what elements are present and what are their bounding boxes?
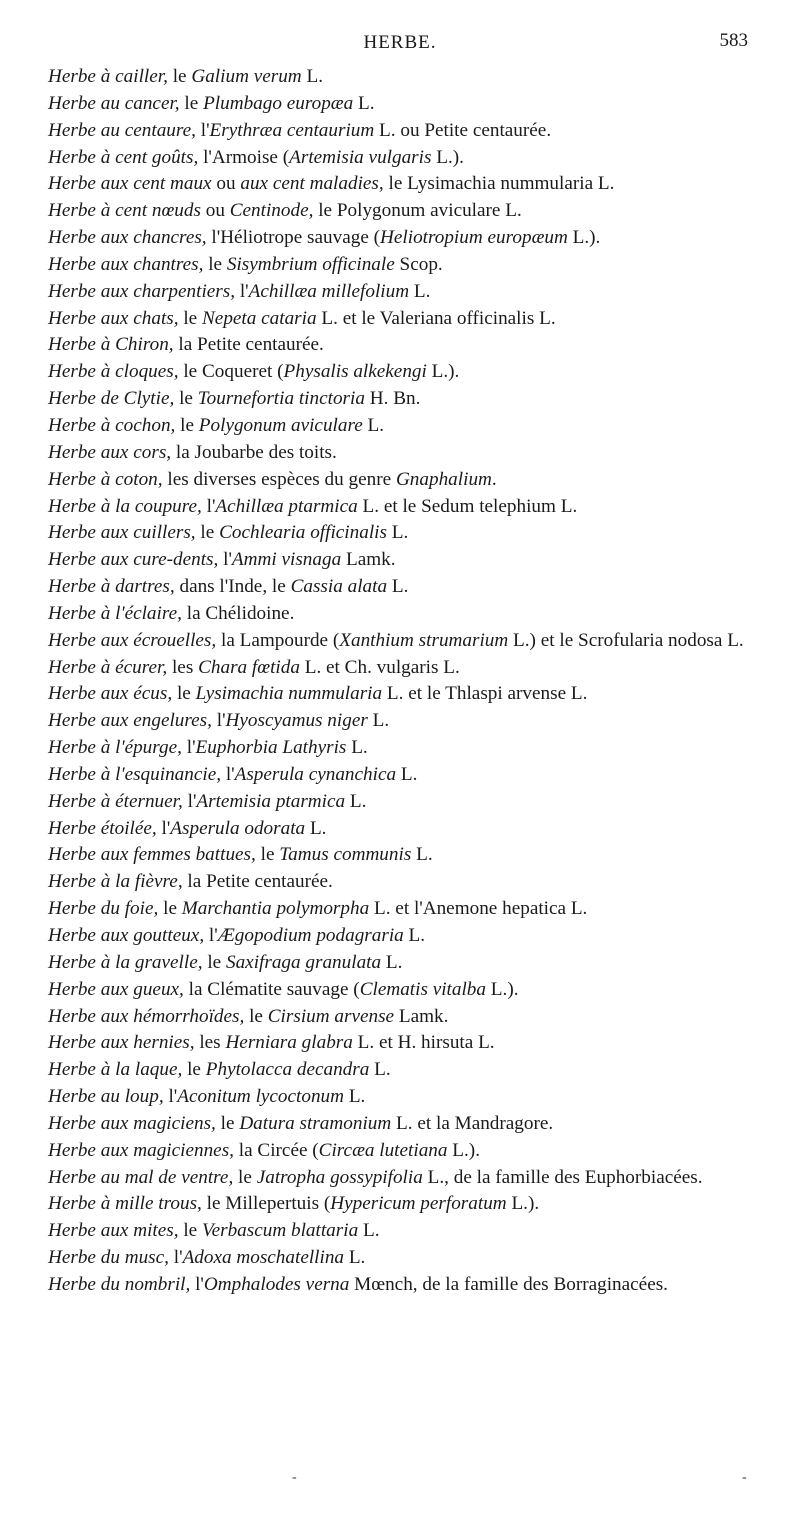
glossary-entries [30, 64, 770, 1299]
glossary-entry [30, 494, 770, 521]
entry-text: les [194, 1032, 226, 1054]
glossary-entry [30, 1004, 770, 1031]
entry-text: la Petite centaurée. [173, 334, 324, 356]
entry-tail: L. [367, 710, 390, 732]
entry-term: Herbe aux magiciennes, [48, 1139, 234, 1161]
entry-text: ou [211, 173, 241, 195]
entry-term: Herbe à la fièvre, [48, 871, 183, 893]
entry-text: le [233, 1166, 257, 1188]
entry-text: l' [182, 790, 197, 812]
entry-latin-name: Jatropha gossypifolia [256, 1166, 423, 1188]
entry-text: le [172, 683, 196, 705]
entry-text: le Millepertuis ( [201, 1193, 331, 1215]
glossary-entry [30, 1218, 770, 1245]
glossary-entry [30, 816, 770, 843]
entry-latin-name: Saxifraga granulata [225, 951, 382, 973]
entry-latin-name: Herniara glabra [225, 1032, 353, 1054]
glossary-entry [30, 279, 770, 306]
entry-term: Herbe à coton, [48, 468, 163, 490]
entry-term: Herbe au cancer, [48, 92, 180, 114]
entry-latin-name: Asperula cynanchica [234, 763, 397, 785]
entry-text: la Petite centaurée. [182, 871, 333, 893]
entry-term: Herbe à dartres, [48, 576, 175, 598]
entry-tail: L. [369, 1059, 391, 1081]
entry-tail: L. [396, 763, 418, 785]
entry-latin-name: Ammi visnaga [231, 549, 342, 571]
entry-text: ou [200, 200, 230, 222]
entry-term: Herbe à Chiron, [48, 334, 174, 356]
glossary-entry [30, 735, 770, 762]
entry-tail: L. [353, 92, 375, 114]
entry-term: Herbe aux chantres, [48, 253, 204, 275]
entry-latin-name: Tournefortia tinctoria [197, 388, 365, 410]
glossary-entry [30, 869, 770, 896]
entry-text: le [175, 414, 199, 436]
entry-tail: le Lysimachia nummularia L. [383, 173, 615, 195]
entry-tail: L.). [447, 1139, 480, 1161]
entry-latin-name: Gnaphalium [395, 468, 492, 490]
entry-term: Herbe à l'épurge, [48, 737, 182, 759]
entry-text: l' [235, 280, 249, 302]
entry-tail: L. [411, 844, 433, 866]
entry-term: Herbe à cent nœuds [48, 200, 201, 222]
entry-tail: L.). [567, 227, 601, 249]
entry-tail: L. et le Valeriana officinalis L. [316, 307, 556, 329]
entry-latin-name: Galium verum [191, 66, 302, 87]
entry-term: Herbe aux hernies, [48, 1032, 195, 1054]
entry-term: Herbe aux goutteux, [48, 925, 205, 946]
entry-term: Herbe aux magiciens, [48, 1112, 216, 1134]
entry-tail: L. et Ch. vulgaris L. [299, 656, 460, 678]
entry-latin-name: Cassia alata [290, 576, 388, 598]
entry-text: le [182, 1059, 206, 1081]
entry-term: Herbe étoilée, [48, 817, 157, 839]
entry-tail: Mœnch, de la famille des Borraginacées. [349, 1273, 668, 1295]
entry-term: Herbe au loup, [48, 1086, 164, 1108]
entry-tail: L. [358, 1220, 380, 1242]
entry-tail: L.). [506, 1193, 540, 1215]
entry-latin-name: Cochlearia officinalis [219, 522, 387, 544]
glossary-entry [30, 520, 770, 547]
entry-text: l'Armoise ( [198, 146, 290, 168]
entry-tail: le Polygonum aviculare L. [313, 200, 522, 222]
entry-text: l' [218, 549, 232, 571]
entry-text: le [203, 253, 227, 275]
entry-latin-name: Centinode, [229, 200, 314, 222]
entry-text: l' [201, 495, 216, 517]
glossary-entry [30, 118, 770, 145]
entry-latin-name: Artemisia ptarmica [196, 790, 346, 812]
entry-tail: L. [344, 1247, 366, 1269]
entry-latin-name: Omphalodes verna [203, 1273, 350, 1295]
entry-text: la Clématite sauvage ( [183, 978, 360, 1000]
entry-term: Herbe à l'éclaire, [48, 602, 182, 624]
glossary-entry [30, 306, 770, 333]
entry-tail: L.). [486, 978, 519, 1000]
entry-text: le [202, 951, 226, 973]
entry-text: le [174, 388, 198, 410]
entry-latin-name: Datura stramonium [239, 1112, 392, 1134]
entry-text: le [178, 307, 202, 329]
glossary-entry [30, 1111, 770, 1138]
entry-term: Herbe aux engelures, [48, 710, 212, 732]
glossary-entry [30, 1057, 770, 1084]
glossary-entry [30, 789, 770, 816]
glossary-entry [30, 145, 770, 172]
entry-latin-name: Plumbago europæa [203, 92, 354, 114]
glossary-entry [30, 1245, 770, 1272]
entry-term: Herbe du musc, [48, 1247, 169, 1269]
glossary-entry [30, 547, 770, 574]
entry-text: l' [190, 1273, 204, 1295]
entry-latin-name: Hypericum perforatum [330, 1193, 507, 1215]
glossary-entry [30, 896, 770, 923]
entry-tail: L. et le Thlaspi arvense L. [382, 683, 588, 705]
entry-latin-name: Polygonum aviculare [198, 414, 363, 436]
entry-tail: L. [403, 925, 426, 946]
entry-text: le [244, 1005, 268, 1027]
entry-text: le [178, 1220, 202, 1242]
entry-term: Herbe à mille trous, [48, 1193, 202, 1215]
entry-tail: L. [387, 576, 409, 598]
entry-latin-name: Tamus communis [279, 844, 412, 866]
glossary-entry [30, 91, 770, 118]
entry-tail: L., de la famille des Euphorbiacées. [422, 1166, 703, 1188]
entry-term: Herbe aux charpentiers, [48, 280, 236, 302]
entry-term: Herbe à cailler, [48, 66, 168, 87]
entry-term: Herbe aux femmes battues, [48, 844, 256, 866]
entry-latin-name: Achillæa ptarmica [215, 495, 358, 517]
entry-term: Herbe du nombril, [48, 1273, 191, 1295]
entry-text: les [167, 656, 199, 678]
entry-latin-name: Achillæa millefolium [248, 280, 410, 302]
entry-term: Herbe aux cent maux [48, 173, 212, 195]
page-header [0, 28, 800, 60]
entry-term: Herbe à la laque, [48, 1059, 183, 1081]
entry-text: l' [156, 817, 171, 839]
entry-latin-name: Heliotropium europæum [380, 227, 568, 249]
entry-tail: Scop. [394, 253, 443, 275]
entry-term: Herbe à la gravelle, [48, 951, 203, 973]
entry-text: le [158, 898, 182, 920]
glossary-entry [30, 1084, 770, 1111]
glossary-entry [30, 655, 770, 682]
entry-term: Herbe à éternuer, [48, 790, 183, 812]
entry-latin-name: Clematis vitalba [359, 978, 486, 1000]
footer-mark-left: - [292, 1470, 297, 1485]
entry-term: Herbe aux écus, [48, 683, 173, 705]
entry-latin-name: Phytolacca decandra [205, 1059, 370, 1081]
entry-latin-name: Adoxa moschatellina [182, 1247, 345, 1269]
glossary-entry [30, 1191, 770, 1218]
entry-term: Herbe aux écrouelles, [48, 629, 217, 651]
entry-term: Herbe aux hémorrhoïdes, [48, 1005, 245, 1027]
entry-term: Herbe à cochon, [48, 414, 176, 436]
entry-latin-name: Ægopodium podagraria [217, 925, 404, 946]
entry-text: la Circée ( [233, 1139, 319, 1161]
glossary-entry [30, 64, 770, 91]
entry-latin-name: Erythræa centaurium [209, 119, 375, 141]
entry-text: le [215, 1112, 240, 1134]
entry-text: la Joubarbe des toits. [171, 441, 337, 463]
glossary-entry [30, 977, 770, 1004]
entry-text: le [195, 522, 220, 544]
entry-tail: L. [362, 414, 385, 436]
entry-text: la Chélidoine. [181, 602, 295, 624]
entry-latin-name: Marchantia polymorpha [181, 898, 370, 920]
entry-term: Herbe à cloques, [48, 361, 179, 383]
glossary-entry [30, 574, 770, 601]
entry-term: Herbe à cent goûts, [48, 146, 199, 168]
entry-text: l' [204, 925, 218, 946]
entry-tail: L. et le Sedum telephium L. [357, 495, 578, 517]
glossary-entry [30, 1165, 770, 1192]
glossary-entry [30, 842, 770, 869]
glossary-entry [30, 1272, 770, 1299]
entry-tail: L. [344, 1086, 366, 1108]
entry-text: dans l'Inde, le [174, 576, 291, 598]
entry-text: l'Héliotrope sauvage ( [206, 227, 381, 249]
entry-text: l' [168, 1247, 183, 1269]
entry-latin-name: Lysimachia nummularia [195, 683, 383, 705]
entry-latin-name: Euphorbia Lathyris [195, 737, 347, 759]
entry-term: Herbe à écurer, [48, 656, 168, 678]
entry-tail: L.). [431, 146, 464, 168]
entry-tail: L.) et le Scrofularia nodosa L. [508, 629, 744, 651]
entry-tail: L. [381, 951, 403, 973]
entry-tail: L. et H. hirsuta L. [352, 1032, 495, 1054]
glossary-entry [30, 252, 770, 279]
entry-latin-name: Xanthium strumarium [339, 629, 509, 651]
entry-text: l' [163, 1086, 178, 1108]
entry-latin-name: Chara fœtida [198, 656, 300, 678]
entry-term: Herbe aux cors, [48, 441, 172, 463]
entry-term: Herbe au centaure, [48, 119, 196, 141]
footer-mark-right: - [742, 1470, 747, 1485]
entry-tail: L. [301, 66, 323, 87]
glossary-entry [30, 198, 770, 225]
entry-term: Herbe à la coupure, [48, 495, 202, 517]
entry-latin-name: Aconitum lycoctonum [177, 1086, 345, 1108]
glossary-entry [30, 628, 770, 655]
entry-tail: L. et la Mandragore. [391, 1112, 554, 1134]
entry-term: Herbe du foie, [48, 898, 159, 920]
entry-text: l' [221, 763, 235, 785]
entry-tail: L.). [426, 361, 460, 383]
entry-tail: L. ou Petite centaurée. [374, 119, 552, 141]
entry-tail: L. [386, 522, 409, 544]
entry-text: l' [181, 737, 196, 759]
entry-term: Herbe aux chats, [48, 307, 179, 329]
glossary-entry [30, 923, 770, 950]
entry-latin-name: Circæa lutetiana [318, 1139, 448, 1161]
glossary-entry [30, 413, 770, 440]
glossary-entry [30, 171, 770, 198]
entry-tail: L. [346, 737, 368, 759]
entry-text: le Coqueret ( [178, 361, 284, 383]
entry-latin-name: Verbascum blattaria [202, 1220, 359, 1242]
entry-term: Herbe aux mites, [48, 1220, 179, 1242]
entry-tail: Lamk. [341, 549, 396, 571]
entry-text: l' [195, 119, 210, 141]
entry-latin-name: Artemisia vulgaris [289, 146, 432, 168]
glossary-entry [30, 1138, 770, 1165]
glossary-entry [30, 681, 770, 708]
glossary-entry [30, 467, 770, 494]
entry-term: Herbe à l'esquinancie, [48, 763, 222, 785]
entry-term: Herbe de Clytie, [48, 388, 175, 410]
entry-tail: H. Bn. [364, 388, 421, 410]
entry-latin-name: Sisymbrium officinale [226, 253, 395, 275]
entry-latin-name: Asperula odorata [170, 817, 306, 839]
entry-term: Herbe aux gueux, [48, 978, 184, 1000]
glossary-entry [30, 386, 770, 413]
glossary-entry [30, 359, 770, 386]
entry-tail: L. [409, 280, 431, 302]
entry-text: le [255, 844, 280, 866]
entry-latin-name: Nepeta cataria [202, 307, 317, 329]
glossary-entry [30, 440, 770, 467]
entry-latin-name: Cirsium arvense [267, 1005, 395, 1027]
glossary-entry [30, 708, 770, 735]
running-head: HERBE. [363, 32, 437, 53]
glossary-entry [30, 225, 770, 252]
entry-tail: L. [305, 817, 327, 839]
entry-latin-name: Physalis alkekengi [283, 361, 427, 383]
glossary-entry [30, 762, 770, 789]
entry-term: Herbe aux chancres, [48, 227, 207, 249]
glossary-entry [30, 332, 770, 359]
entry-latin-name: aux cent maladies, [240, 173, 384, 195]
glossary-entry [30, 1030, 770, 1057]
entry-text: le [167, 66, 192, 87]
entry-tail: Lamk. [394, 1005, 449, 1027]
entry-text: l' [211, 710, 226, 732]
entry-term: Herbe au mal de ventre, [48, 1166, 234, 1188]
entry-tail: . [491, 468, 497, 490]
entry-latin-name: Hyoscyamus niger [225, 710, 368, 732]
entry-text: le [179, 92, 204, 114]
entry-tail: L. [345, 790, 367, 812]
entry-term: Herbe aux cuillers, [48, 522, 196, 544]
entry-term: Herbe aux cure-dents, [48, 549, 219, 571]
entry-text: la Lampourde ( [216, 629, 340, 651]
glossary-entry [30, 950, 770, 977]
entry-text: les diverses espèces du genre [162, 468, 396, 490]
page-number: 583 [719, 30, 748, 51]
entry-tail: L. et l'Anemone hepatica L. [369, 898, 588, 920]
glossary-entry [30, 601, 770, 628]
